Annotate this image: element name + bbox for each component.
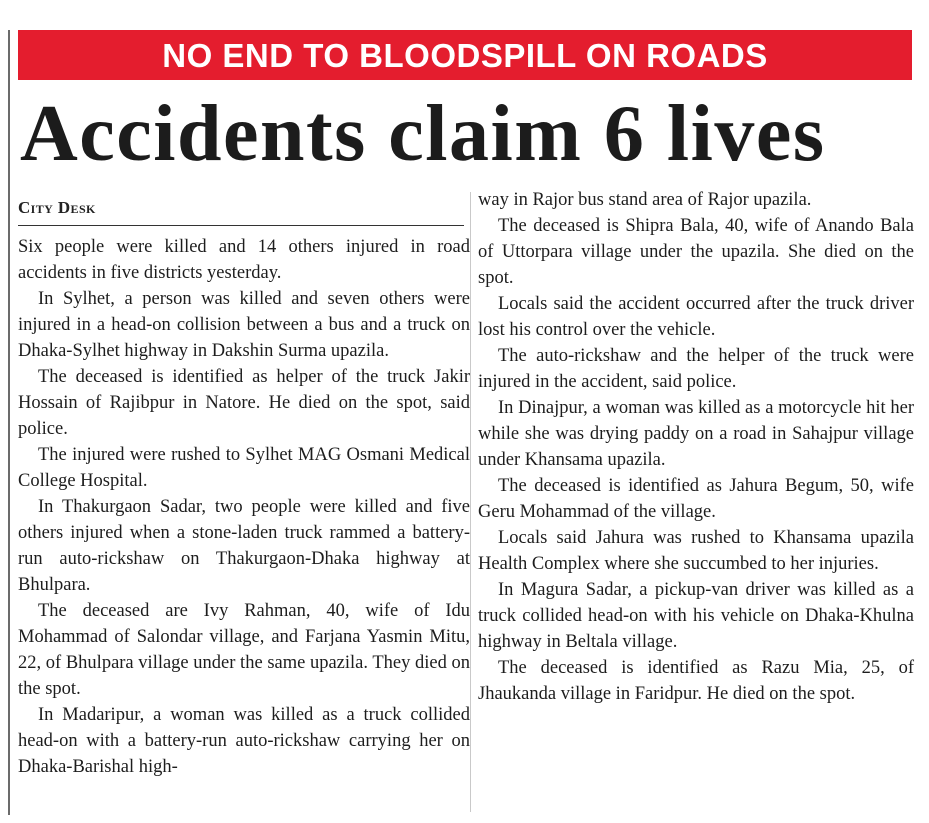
column-divider (470, 192, 471, 812)
paragraph: In Magura Sadar, a pickup-van driver was killed as a truck collided head-on with his vehicle on Dhaka-Khulna highway in Beltala village. (478, 580, 914, 652)
headline: Accidents claim 6 lives (20, 90, 826, 178)
paragraph: In Dinajpur, a woman was killed as a motorcycle hit her while she was drying paddy on a road in Sahajpur village under Khansama upazila. (478, 398, 914, 470)
paragraph: The auto-rickshaw and the helper of the truck were injured in the accident, said police. (478, 346, 914, 392)
article-column-right (478, 187, 914, 707)
kicker-text: NO END TO BLOODSPILL ON ROADS (162, 36, 768, 74)
paragraph: In Madaripur, a woman was killed as a truck collided head-on with a battery-run auto-rickshaw carrying her on Dhaka-Barishal high- (18, 705, 470, 777)
byline: City Desk (18, 198, 96, 217)
paragraph: The deceased are Ivy Rahman, 40, wife of Idu Mohammad of Salondar village, and Farjana Yasmin Mitu, 22, of Bhulpara village under the same upazila. They died on the spot. (18, 601, 470, 699)
paragraph: In Thakurgaon Sadar, two people were killed and five others injured when a stone-laden truck rammed a battery-run auto-rickshaw on Thakurgaon-Dhaka highway at Bhulpara. (18, 497, 470, 595)
paragraph: The deceased is identified as helper of the truck Jakir Hossain of Rajibpur in Natore. He died on the spot, said police. (18, 367, 470, 439)
article-column-left (18, 234, 470, 780)
paragraph: In Sylhet, a person was killed and seven others were injured in a head-on collision between a bus and a truck on Dhaka-Sylhet highway in Dakshin Surma upazila. (18, 289, 470, 361)
paragraph: Locals said the accident occurred after the truck driver lost his control over the vehicle. (478, 294, 914, 340)
kicker-banner (18, 30, 912, 80)
paragraph: way in Rajor bus stand area of Rajor upazila. (478, 190, 812, 210)
paragraph: The injured were rushed to Sylhet MAG Osmani Medical College Hospital. (18, 445, 470, 491)
paragraph: The deceased is identified as Razu Mia, 25, of Jhaukanda village in Faridpur. He died on the spot. (478, 658, 914, 704)
paragraph: The deceased is identified as Jahura Begum, 50, wife Geru Mohammad of the village. (478, 476, 914, 522)
paragraph: The deceased is Shipra Bala, 40, wife of Anando Bala of Uttorpara village under the upazila. She died on the spot. (478, 216, 914, 288)
paragraph: Locals said Jahura was rushed to Khansama upazila Health Complex where she succumbed to her injuries. (478, 528, 914, 574)
paragraph: Six people were killed and 14 others injured in road accidents in five districts yesterday. (18, 237, 470, 283)
byline-divider (18, 225, 464, 226)
left-column-rule (8, 30, 10, 815)
